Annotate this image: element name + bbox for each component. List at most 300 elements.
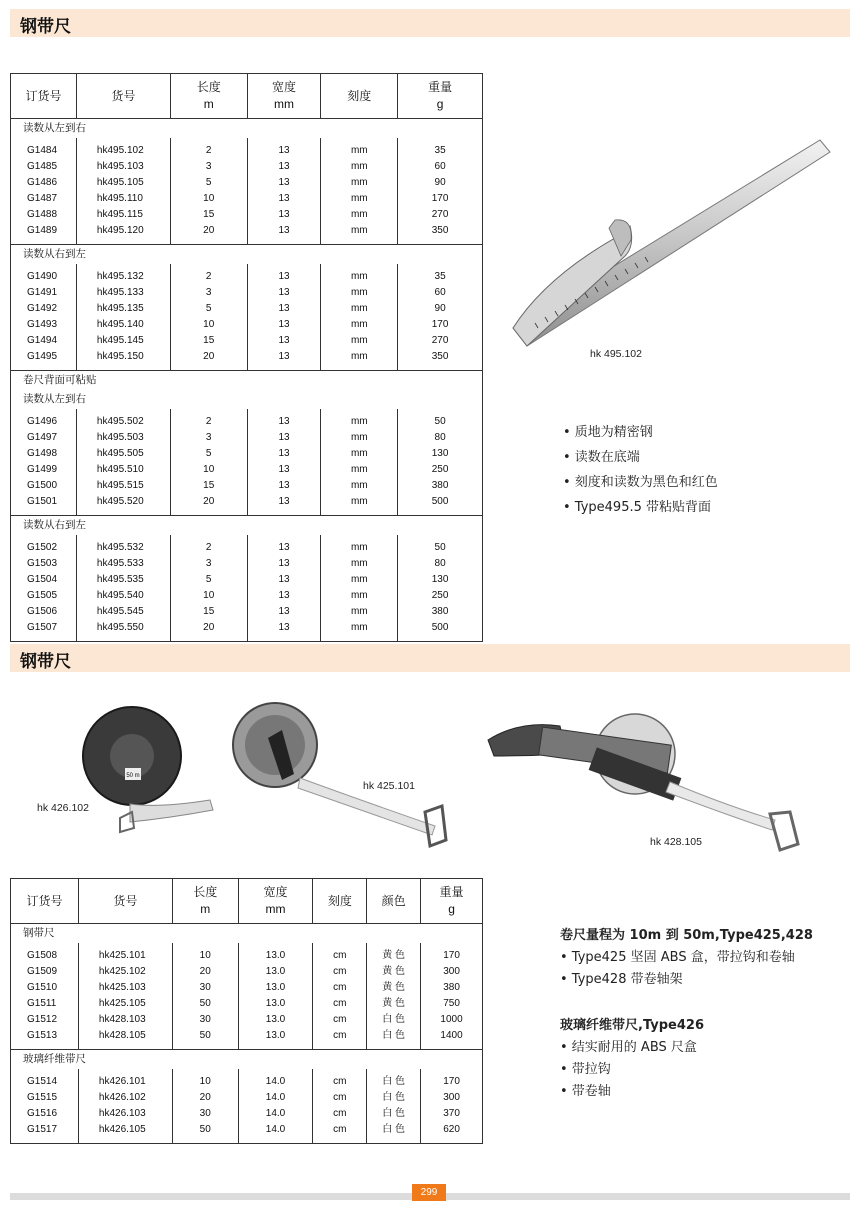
table-cell: G1506 [27, 606, 58, 617]
table-cell: 270 [398, 333, 483, 349]
column-header: 颜色 [367, 879, 421, 924]
column-header: 货号 [78, 879, 172, 924]
table-cell: 13 [247, 285, 321, 301]
table-cell: hk426.103 [78, 1106, 172, 1122]
table-cell: cm [313, 1028, 367, 1044]
group-label-row [11, 119, 483, 139]
column-header: 订货号 [11, 74, 77, 119]
table-cell: mm [321, 349, 398, 365]
table-cell: 15 [170, 604, 247, 620]
table-cell: 90 [398, 301, 483, 317]
table-cell: 13 [247, 540, 321, 556]
table-cell: 15 [170, 478, 247, 494]
table-cell: cm [313, 1090, 367, 1106]
table-cell: G1515 [27, 1092, 58, 1103]
table-cell: 黄 色 [367, 996, 421, 1012]
table-cell: hk495.145 [76, 333, 170, 349]
table-cell: hk428.105 [78, 1028, 172, 1044]
table-cell: G1517 [27, 1124, 58, 1135]
table-cell: 13 [247, 494, 321, 510]
table-cell: 13 [247, 143, 321, 159]
table-cell: G1504 [27, 574, 58, 585]
table-cell: hk495.520 [76, 494, 170, 510]
table-cell: 13 [247, 620, 321, 636]
table-row [11, 1122, 483, 1138]
table-cell: G1490 [27, 271, 58, 282]
steel-tape-strip-image [505, 128, 835, 353]
feature-block-fiberglass [560, 1015, 704, 1103]
table-cell: mm [321, 540, 398, 556]
table-cell: hk495.510 [76, 462, 170, 478]
table-cell: 30 [172, 1106, 238, 1122]
table-row [11, 1012, 483, 1028]
table-cell: 170 [421, 948, 483, 964]
group-label: 玻璃纤维带尺 [11, 1050, 483, 1070]
table-cell: 90 [398, 175, 483, 191]
table-cell: 350 [398, 223, 483, 239]
table-cell: G1487 [27, 193, 58, 204]
table-cell: G1489 [27, 225, 58, 236]
table-cell: 14.0 [238, 1074, 313, 1090]
column-header: 重量 g [398, 74, 483, 119]
table-cell: G1511 [27, 998, 57, 1009]
table-cell: G1484 [27, 145, 58, 156]
table-cell: mm [321, 175, 398, 191]
table-cell: 30 [172, 1012, 238, 1028]
table-cell: 10 [170, 588, 247, 604]
column-header: 刻度 [321, 74, 398, 119]
table-cell: cm [313, 1012, 367, 1028]
table-cell: cm [313, 980, 367, 996]
table-cell: 13 [247, 478, 321, 494]
group-label-row [11, 245, 483, 265]
table-cell: G1491 [27, 287, 58, 298]
table-cell: 50 [172, 996, 238, 1012]
column-header: 长度 m [172, 879, 238, 924]
table-cell: 13 [247, 175, 321, 191]
table-cell: G1503 [27, 558, 58, 569]
table-cell: 黄 色 [367, 948, 421, 964]
table-cell: hk426.105 [78, 1122, 172, 1138]
table-row [11, 1106, 483, 1122]
table-cell: mm [321, 143, 398, 159]
feature-item: • 质地为精密钢 [563, 425, 653, 440]
table-row [11, 620, 483, 636]
table-cell: hk495.135 [76, 301, 170, 317]
table-cell: 5 [170, 175, 247, 191]
table-cell: hk495.132 [76, 269, 170, 285]
table-cell: mm [321, 285, 398, 301]
table-cell: hk495.505 [76, 446, 170, 462]
table-cell: G1512 [27, 1014, 58, 1025]
table-cell: 380 [398, 478, 483, 494]
table-cell: 14.0 [238, 1122, 313, 1138]
image-caption-hk495: hk 495.102 [590, 348, 642, 360]
table-cell: 35 [398, 143, 483, 159]
table-cell: 13 [247, 269, 321, 285]
table-cell: 60 [398, 159, 483, 175]
table-cell: 10 [170, 191, 247, 207]
table-cell: hk425.102 [78, 964, 172, 980]
table-cell: 170 [398, 191, 483, 207]
table-cell: mm [321, 478, 398, 494]
table-cell: G1494 [27, 335, 58, 346]
table-cell: 250 [398, 462, 483, 478]
table-cell: 2 [170, 269, 247, 285]
table-row [11, 317, 483, 333]
table-cell: 13.0 [238, 1028, 313, 1044]
group-label: 读数从右到左 [11, 516, 483, 536]
table-cell: hk425.103 [78, 980, 172, 996]
table-cell: 20 [170, 494, 247, 510]
table-cell: mm [321, 269, 398, 285]
feature-item: • 带拉钩 [560, 1062, 611, 1077]
column-header: 订货号 [11, 879, 79, 924]
table-cell: 13 [247, 349, 321, 365]
feature-item: • 结实耐用的 ABS 尺盒 [560, 1040, 697, 1055]
product-table-tape-reels [10, 878, 483, 1144]
table-cell: hk495.545 [76, 604, 170, 620]
table-cell: hk425.101 [78, 948, 172, 964]
table-cell: 白 色 [367, 1090, 421, 1106]
table-cell: G1497 [27, 432, 58, 443]
table-row [11, 494, 483, 510]
table-cell: hk495.102 [76, 143, 170, 159]
fiberglass-tape-reel-image [70, 700, 220, 845]
section-banner-steel-tape [10, 9, 850, 37]
table-cell: G1495 [27, 351, 58, 362]
table-cell: 380 [421, 980, 483, 996]
table-cell: hk428.103 [78, 1012, 172, 1028]
table-cell: 黄 色 [367, 964, 421, 980]
table-cell: G1493 [27, 319, 58, 330]
table-cell: 5 [170, 572, 247, 588]
table-row [11, 143, 483, 159]
table-cell: hk495.532 [76, 540, 170, 556]
table-cell: hk495.502 [76, 414, 170, 430]
table-cell: hk495.150 [76, 349, 170, 365]
page-number: 299 [412, 1184, 446, 1201]
feature-item: • Type428 带卷轴架 [560, 972, 683, 987]
table-cell: 15 [170, 207, 247, 223]
table-cell: 50 [398, 540, 483, 556]
table-cell: 300 [421, 964, 483, 980]
table-row [11, 540, 483, 556]
table-cell: G1502 [27, 542, 58, 553]
table-row [11, 223, 483, 239]
table-cell: 10 [172, 1074, 238, 1090]
table-row [11, 191, 483, 207]
table-cell: 13 [247, 191, 321, 207]
table-cell: G1507 [27, 622, 58, 633]
group-label-row [11, 1050, 483, 1070]
table-row [11, 572, 483, 588]
table-cell: 13 [247, 572, 321, 588]
table-cell: G1501 [27, 496, 58, 507]
table-cell: hk495.503 [76, 430, 170, 446]
table-cell: 170 [398, 317, 483, 333]
table-cell: 3 [170, 430, 247, 446]
table-cell: cm [313, 964, 367, 980]
table-cell: 13.0 [238, 964, 313, 980]
table-cell: cm [313, 948, 367, 964]
table-cell: 13.0 [238, 996, 313, 1012]
group-label: 卷尺背面可粘贴 [11, 371, 483, 391]
table-cell: mm [321, 462, 398, 478]
table-cell: 13 [247, 588, 321, 604]
table-cell: mm [321, 159, 398, 175]
table-cell: 270 [398, 207, 483, 223]
group-label-row [11, 371, 483, 391]
table-cell: 2 [170, 414, 247, 430]
table-cell: mm [321, 620, 398, 636]
group-label: 读数从左到右 [23, 122, 86, 134]
table-row [11, 207, 483, 223]
table-row [11, 349, 483, 365]
table-cell: mm [321, 556, 398, 572]
table-cell: 14.0 [238, 1106, 313, 1122]
table-cell: G1500 [27, 480, 58, 491]
table-cell: 13 [247, 301, 321, 317]
table-row [11, 556, 483, 572]
table-cell: 130 [398, 572, 483, 588]
table-row [11, 462, 483, 478]
reel-label-text: 50 m [126, 773, 140, 779]
column-header: 宽度 mm [238, 879, 313, 924]
table-cell: 5 [170, 446, 247, 462]
table-cell: hk495.120 [76, 223, 170, 239]
table-cell: 750 [421, 996, 483, 1012]
table-cell: G1510 [27, 982, 58, 993]
table-cell: 白 色 [367, 1012, 421, 1028]
table-cell: 13 [247, 317, 321, 333]
table-row [11, 948, 483, 964]
product-table-steel-tape [10, 73, 483, 642]
table-cell: G1508 [27, 950, 58, 961]
table-cell: 3 [170, 556, 247, 572]
table-cell: hk495.133 [76, 285, 170, 301]
group-label-row [11, 924, 483, 944]
column-header: 刻度 [313, 879, 367, 924]
group-label-row [11, 390, 483, 409]
feature-item: • Type495.5 带粘贴背面 [563, 500, 712, 515]
group-label: 钢带尺 [23, 927, 55, 939]
table-cell: mm [321, 301, 398, 317]
image-caption-hk425: hk 425.101 [363, 780, 415, 792]
table-cell: 白 色 [367, 1122, 421, 1138]
table-cell: hk495.140 [76, 317, 170, 333]
table-cell: 13 [247, 414, 321, 430]
table-row [11, 1074, 483, 1090]
table-cell: 35 [398, 269, 483, 285]
image-caption-hk428: hk 428.105 [650, 836, 702, 848]
table-cell: 13 [247, 333, 321, 349]
feature-item: • 带卷轴 [560, 1084, 611, 1099]
table-row [11, 301, 483, 317]
table-cell: cm [313, 996, 367, 1012]
table-cell: 13 [247, 207, 321, 223]
table-cell: 黄 色 [367, 980, 421, 996]
table-cell: 80 [398, 430, 483, 446]
group-label-row [11, 516, 483, 536]
table-cell: 1400 [421, 1028, 483, 1044]
table-cell: 13 [247, 604, 321, 620]
table-cell: hk426.102 [78, 1090, 172, 1106]
table-cell: 50 [398, 414, 483, 430]
table-cell: G1513 [27, 1030, 58, 1041]
table-cell: 13.0 [238, 948, 313, 964]
column-header: 宽度 mm [247, 74, 321, 119]
table-row [11, 269, 483, 285]
table-cell: 14.0 [238, 1090, 313, 1106]
table-cell: 3 [170, 159, 247, 175]
table-cell: 13 [247, 159, 321, 175]
table-row [11, 588, 483, 604]
feature-heading: 卷尺量程为 10m 到 50m,Type425,428 [560, 928, 813, 943]
table-row [11, 333, 483, 349]
table-cell: mm [321, 414, 398, 430]
table-cell: 13 [247, 430, 321, 446]
table-cell: 50 [172, 1028, 238, 1044]
table-cell: hk495.110 [76, 191, 170, 207]
table-cell: 5 [170, 301, 247, 317]
table-cell: G1509 [27, 966, 58, 977]
feature-item: • 读数在底端 [563, 450, 640, 465]
table-cell: G1485 [27, 161, 58, 172]
table-cell: 620 [421, 1122, 483, 1138]
column-header: 重量 g [421, 879, 483, 924]
table-cell: G1488 [27, 209, 58, 220]
table-cell: 10 [172, 948, 238, 964]
table-row [11, 478, 483, 494]
table-cell: 1000 [421, 1012, 483, 1028]
table-cell: mm [321, 223, 398, 239]
table-cell: 白 色 [367, 1074, 421, 1090]
table-cell: 80 [398, 556, 483, 572]
column-header: 货号 [76, 74, 170, 119]
table-cell: 13.0 [238, 1012, 313, 1028]
table-cell: hk495.103 [76, 159, 170, 175]
table-cell: G1486 [27, 177, 58, 188]
table-cell: cm [313, 1106, 367, 1122]
table-cell: 380 [398, 604, 483, 620]
table-cell: 500 [398, 494, 483, 510]
table-cell: 白 色 [367, 1106, 421, 1122]
feature-item: • Type425 坚固 ABS 盒，带拉钩和卷轴 [560, 950, 795, 965]
table-row [11, 964, 483, 980]
table-row [11, 175, 483, 191]
table-row [11, 996, 483, 1012]
table-cell: 60 [398, 285, 483, 301]
table-cell: 10 [170, 462, 247, 478]
table-cell: 30 [172, 980, 238, 996]
table-cell: 50 [172, 1122, 238, 1138]
table-cell: hk495.515 [76, 478, 170, 494]
table-cell: G1516 [27, 1108, 58, 1119]
feature-block-steel-reels [560, 925, 813, 991]
table-row [11, 159, 483, 175]
table-cell: mm [321, 207, 398, 223]
table-cell: cm [313, 1074, 367, 1090]
table-cell: hk495.550 [76, 620, 170, 636]
table-cell: 20 [170, 223, 247, 239]
section-title: 钢带尺 [20, 17, 71, 37]
table-cell: 350 [398, 349, 483, 365]
table-cell: hk426.101 [78, 1074, 172, 1090]
table-cell: mm [321, 191, 398, 207]
table-cell: hk495.535 [76, 572, 170, 588]
section-title: 钢带尺 [20, 652, 71, 672]
table-cell: 20 [170, 349, 247, 365]
table-row [11, 285, 483, 301]
table-cell: mm [321, 604, 398, 620]
table-cell: G1505 [27, 590, 58, 601]
table-cell: G1492 [27, 303, 58, 314]
table-cell: mm [321, 333, 398, 349]
table-cell: G1498 [27, 448, 58, 459]
image-caption-hk426: hk 426.102 [37, 802, 89, 814]
table-row [11, 430, 483, 446]
table-cell: G1496 [27, 416, 58, 427]
table-cell: hk495.540 [76, 588, 170, 604]
table-cell: mm [321, 494, 398, 510]
table-cell: 3 [170, 285, 247, 301]
table-cell: 20 [172, 964, 238, 980]
table-row [11, 604, 483, 620]
table-row [11, 980, 483, 996]
steel-tape-reel-image [220, 700, 455, 850]
table-cell: 250 [398, 588, 483, 604]
table-cell: mm [321, 572, 398, 588]
table-cell: mm [321, 430, 398, 446]
table-cell: cm [313, 1122, 367, 1138]
table-cell: mm [321, 446, 398, 462]
table-cell: G1499 [27, 464, 58, 475]
table-cell: 白 色 [367, 1028, 421, 1044]
table-cell: hk495.105 [76, 175, 170, 191]
table-row [11, 446, 483, 462]
feature-heading: 玻璃纤维带尺,Type426 [560, 1018, 704, 1033]
table-row [11, 414, 483, 430]
table-cell: 2 [170, 143, 247, 159]
group-label: 读数从右到左 [11, 245, 483, 265]
table-cell: 170 [421, 1074, 483, 1090]
feature-list-steel-tape [563, 420, 718, 520]
group-label: 读数从左到右 [23, 393, 86, 405]
table-cell: 2 [170, 540, 247, 556]
table-cell: 13 [247, 556, 321, 572]
table-row [11, 1028, 483, 1044]
section-banner-tape-reels [10, 644, 850, 672]
table-cell: 13 [247, 223, 321, 239]
table-cell: 15 [170, 333, 247, 349]
column-header: 长度 m [170, 74, 247, 119]
table-cell: 130 [398, 446, 483, 462]
table-cell: 13 [247, 462, 321, 478]
table-cell: mm [321, 317, 398, 333]
table-cell: hk495.115 [76, 207, 170, 223]
feature-item: • 刻度和读数为黑色和红色 [563, 475, 718, 490]
table-cell: hk495.533 [76, 556, 170, 572]
table-cell: 20 [170, 620, 247, 636]
table-cell: 13 [247, 446, 321, 462]
table-cell: 13.0 [238, 980, 313, 996]
table-cell: mm [321, 588, 398, 604]
table-row [11, 1090, 483, 1106]
table-cell: 20 [172, 1090, 238, 1106]
table-cell: hk425.105 [78, 996, 172, 1012]
table-cell: 500 [398, 620, 483, 636]
